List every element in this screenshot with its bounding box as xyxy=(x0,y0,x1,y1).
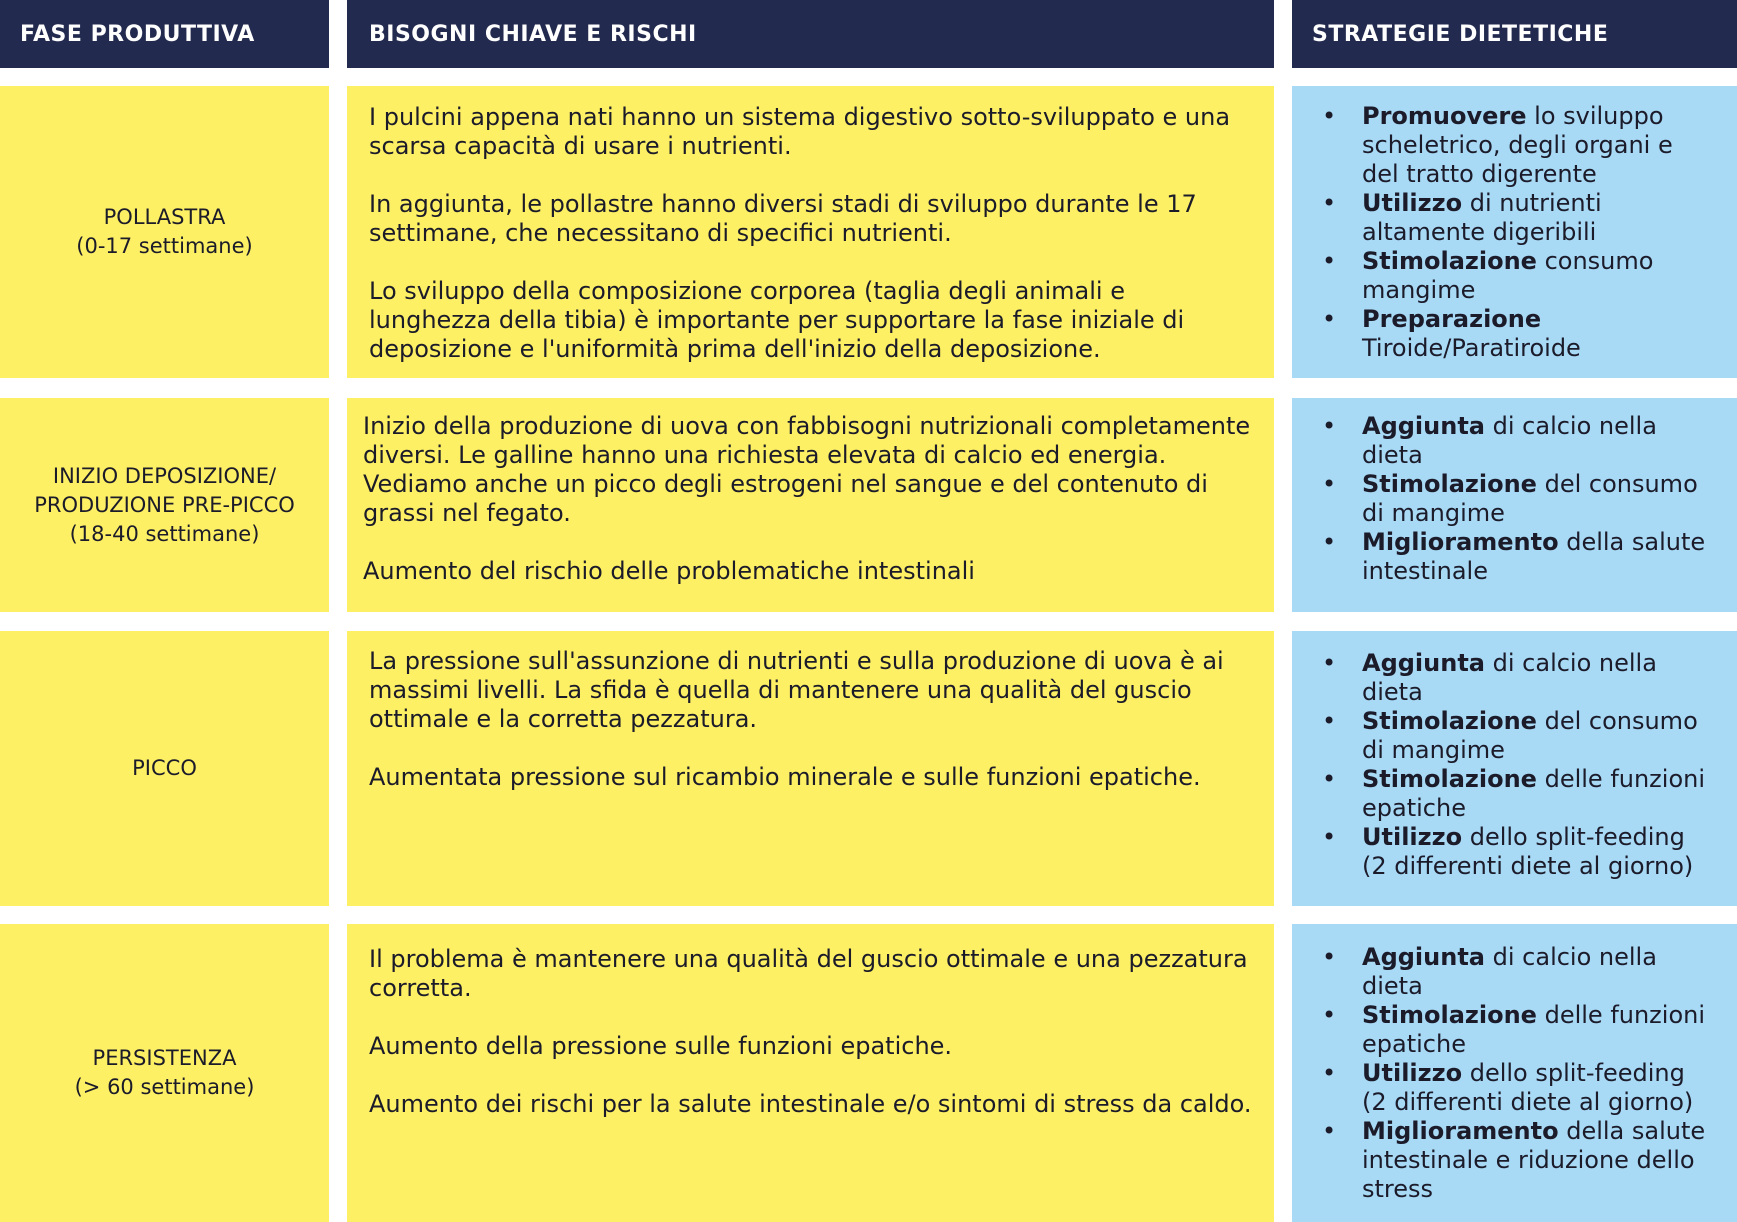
strategy-keyword: Stimolazione xyxy=(1362,707,1537,735)
strategies-cell-inizio-deposizione xyxy=(1292,398,1737,612)
header-needs xyxy=(347,0,1274,68)
phase-name: INIZIO DEPOSIZIONE/ xyxy=(52,463,277,488)
strategy-item xyxy=(1304,649,1717,707)
strategy-keyword: Stimolazione xyxy=(1362,247,1537,275)
phase-weeks: (0-17 settimane) xyxy=(76,234,253,258)
strategy-text: lo sviluppo scheletrico, degli organi e del tratto digerente xyxy=(1362,102,1673,188)
strategy-text: delle funzioni epatiche xyxy=(1362,765,1706,822)
strategy-item xyxy=(1304,1059,1717,1117)
phase-cell-persistenza xyxy=(0,924,329,1222)
header-strategies xyxy=(1292,0,1737,68)
strategy-text: del consumo di mangime xyxy=(1362,707,1698,764)
strategies-cell-pollastra xyxy=(1292,86,1737,378)
strategy-keyword: Promuovere xyxy=(1362,102,1527,130)
phase-cell-picco xyxy=(0,631,329,906)
needs-cell-picco xyxy=(347,631,1274,906)
phase-weeks: (> 60 settimane) xyxy=(74,1075,255,1099)
needs-paragraph: Aumento dei rischi per la salute intestinale e/o sintomi di stress da caldo. xyxy=(369,1090,1252,1118)
strategy-keyword: Preparazione xyxy=(1362,305,1542,333)
strategy-item xyxy=(1304,412,1717,470)
strategy-keyword: Miglioramento xyxy=(1362,1117,1559,1145)
strategy-item xyxy=(1304,1117,1717,1204)
needs-cell-pollastra xyxy=(347,86,1274,378)
phase-name: POLLASTRA xyxy=(103,205,226,229)
strategy-item xyxy=(1304,943,1717,1001)
needs-cell-persistenza xyxy=(347,924,1274,1222)
strategy-text: delle funzioni epatiche xyxy=(1362,1001,1706,1058)
strategy-text: di calcio nella dieta xyxy=(1362,649,1657,706)
needs-paragraph: Lo sviluppo della composizione corporea (taglia degli animali e lunghezza della tibia) è importante per supportare la fase iniziale di deposizione e l'uniformità prima dell'inizio della deposizione. xyxy=(369,277,1185,363)
strategy-keyword: Stimolazione xyxy=(1362,765,1537,793)
needs-paragraph: In aggiunta, le pollastre hanno diversi stadi di sviluppo durante le 17 settimane, che necessitano di specifici nutrienti. xyxy=(369,190,1197,247)
header-needs-label: BISOGNI CHIAVE E RISCHI xyxy=(369,21,697,47)
needs-paragraph: La pressione sull'assunzione di nutrienti e sulla produzione di uova è ai massimi livelli. La sfida è quella di mantenere una qualità del guscio ottimale e la corretta pezzatura. xyxy=(369,647,1224,733)
strategy-item xyxy=(1304,102,1717,189)
strategy-keyword: Stimolazione xyxy=(1362,1001,1537,1029)
phase-name: PERSISTENZA xyxy=(92,1046,237,1070)
strategy-keyword: Stimolazione xyxy=(1362,470,1537,498)
strategy-item xyxy=(1304,707,1717,765)
strategy-keyword: Miglioramento xyxy=(1362,528,1559,556)
strategy-keyword: Utilizzo xyxy=(1362,823,1463,851)
phase-weeks: (18-40 settimane) xyxy=(69,521,260,546)
strategy-text: di calcio nella dieta xyxy=(1362,412,1657,469)
needs-paragraph: Inizio della produzione di uova con fabbisogni nutrizionali completamente diversi. Le galline hanno una richiesta elevata di calcio ed energia. Vediamo anche un picco degli estrogeni nel sangue e del contenuto di grassi nel fegato. xyxy=(363,412,1251,527)
strategy-keyword: Utilizzo xyxy=(1362,189,1463,217)
strategy-keyword: Aggiunta xyxy=(1362,412,1485,440)
strategy-text: dello split-feeding (2 differenti diete al giorno) xyxy=(1362,823,1694,880)
strategy-text: Tiroide/Paratiroide xyxy=(1362,334,1581,362)
strategy-item xyxy=(1304,528,1717,586)
strategy-text: della salute intestinale e riduzione dello stress xyxy=(1362,1117,1706,1203)
phase-name: PICCO xyxy=(132,756,197,780)
header-phase xyxy=(0,0,329,68)
strategy-item xyxy=(1304,189,1717,247)
strategy-keyword: Aggiunta xyxy=(1362,649,1485,677)
needs-paragraph: Aumento della pressione sulle funzioni epatiche. xyxy=(369,1032,953,1060)
phase-cell-inizio-deposizione xyxy=(0,398,329,612)
needs-cell-inizio-deposizione xyxy=(347,398,1274,612)
strategy-item xyxy=(1304,1001,1717,1059)
header-strategies-label: STRATEGIE DIETETICHE xyxy=(1312,21,1609,47)
header-phase-label: FASE PRODUTTIVA xyxy=(20,21,255,47)
strategy-text: consumo mangime xyxy=(1362,247,1654,304)
strategy-text: di calcio nella dieta xyxy=(1362,943,1657,1000)
phase-cell-pollastra xyxy=(0,86,329,378)
needs-paragraph: Aumento del rischio delle problematiche intestinali xyxy=(363,557,975,585)
strategy-text: del consumo di mangime xyxy=(1362,470,1698,527)
needs-paragraph: I pulcini appena nati hanno un sistema digestivo sotto-sviluppato e una scarsa capacità di usare i nutrienti. xyxy=(369,103,1231,160)
strategy-item xyxy=(1304,765,1717,823)
phase-name: PRODUZIONE PRE-PICCO xyxy=(34,492,295,517)
strategies-cell-persistenza xyxy=(1292,924,1737,1222)
needs-paragraph: Aumentata pressione sul ricambio minerale e sulle funzioni epatiche. xyxy=(369,763,1201,791)
strategy-item xyxy=(1304,470,1717,528)
needs-paragraph: Il problema è mantenere una qualità del guscio ottimale e una pezzatura corretta. xyxy=(369,945,1248,1002)
strategy-item xyxy=(1304,247,1717,305)
strategy-keyword: Utilizzo xyxy=(1362,1059,1463,1087)
strategy-text: di nutrienti altamente digeribili xyxy=(1362,189,1602,246)
strategy-item xyxy=(1304,305,1717,363)
strategy-keyword: Aggiunta xyxy=(1362,943,1485,971)
strategies-cell-picco xyxy=(1292,631,1737,906)
strategy-text: dello split-feeding (2 differenti diete al giorno) xyxy=(1362,1059,1694,1116)
strategy-text: della salute intestinale xyxy=(1362,528,1706,585)
strategy-item xyxy=(1304,823,1717,881)
